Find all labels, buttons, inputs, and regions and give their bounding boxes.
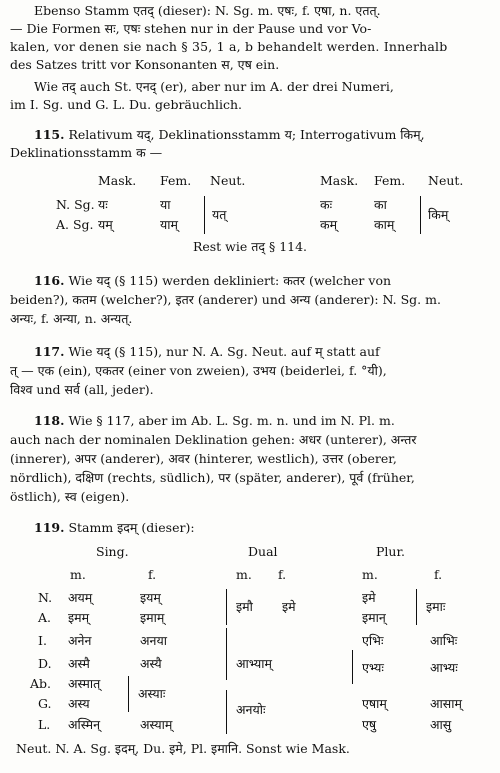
case-label-ab: Ab.: [30, 676, 52, 691]
section-116-line-3: अन्यः, f. अन्या, n. अन्यत्.: [10, 311, 133, 326]
pl-f-dab: आभ्यः: [430, 660, 458, 675]
sg-f-l: अस्याम्: [140, 717, 173, 732]
section-119-title: 119. Stamm इदम् (dieser):: [34, 520, 195, 535]
neut-form-2: किम्: [428, 207, 449, 222]
sg-m-g: अस्य: [68, 696, 90, 711]
pl-m-dab: एभ्यः: [362, 660, 384, 675]
du-m-na: इमौ: [236, 599, 253, 614]
row-nsg-fem-2: का: [374, 197, 387, 212]
case-label-n: N.: [38, 590, 53, 605]
section-115-rest: Rest wie तद् § 114.: [192, 239, 308, 254]
pl-m-l: एषु: [362, 717, 377, 732]
section-118-line-2: auch nach der nominalen Deklination gehen: अधर (unterer), अन्तर: [10, 432, 417, 447]
intro-line-5: Wie तद् auch St. एनद् (er), aber nur im A. der drei Numeri,: [34, 79, 394, 94]
du-f-na: इमे: [282, 599, 296, 614]
section-116-line-2: beiden?), कतम (welcher?), इतर (anderer) und अन्य (anderer): N. Sg. m.: [10, 292, 441, 307]
sg-m-d: अस्मै: [68, 656, 90, 671]
case-label-l: L.: [38, 717, 51, 732]
section-number: 116.: [34, 273, 65, 288]
intro-line-1: Ebenso Stamm एतद् (dieser): N. Sg. m. एषः, f. एषा, n. एतत्.: [34, 3, 381, 18]
section-number: 119.: [34, 520, 65, 535]
header-f: f.: [278, 567, 287, 582]
row-asg-label: A. Sg.: [56, 217, 94, 232]
pl-m-i: एभिः: [362, 633, 384, 648]
header-fem-2: Fem.: [374, 173, 406, 188]
pl-f-na: इमाः: [426, 599, 446, 614]
section-number: 118.: [34, 413, 65, 428]
sg-m-ab: अस्मात्: [68, 676, 101, 691]
section-number: 115.: [34, 127, 65, 142]
section-118-line-4: nördlich), दक्षिण (rechts, südlich), पर (später, anderer), पूर्व (früher,: [10, 470, 415, 485]
sg-m-i: अनेन: [68, 633, 92, 648]
section-115-line-2: Deklinationsstamm क —: [10, 145, 163, 160]
brace: [416, 589, 417, 625]
section-119-footnote: Neut. N. A. Sg. इदम्, Du. इमे, Pl. इमानि. Sonst wie Mask.: [16, 741, 350, 756]
row-nsg-mask-2: कः: [320, 197, 333, 212]
header-sing: Sing.: [96, 544, 129, 559]
brace: [226, 628, 227, 680]
row-asg-fem-2: काम्: [374, 217, 395, 232]
section-118-line-5: östlich), स्व (eigen).: [10, 489, 130, 504]
brace: [226, 589, 227, 625]
row-nsg-fem: या: [160, 197, 171, 212]
pl-f-l: आसु: [430, 717, 452, 732]
header-m: m.: [70, 567, 86, 582]
intro-line-2: — Die Formen सः, एषः stehen nur in der Pause und vor Vo-: [10, 21, 372, 36]
header-f: f.: [434, 567, 443, 582]
sg-f-n: इयम्: [140, 590, 161, 605]
pl-m-g: एषाम्: [362, 696, 387, 711]
pl-m-a: इमान्: [362, 610, 386, 625]
pl-m-n: इमे: [362, 590, 376, 605]
row-asg-mask: यम्: [98, 217, 113, 232]
neut-form: यत्: [212, 207, 227, 222]
section-number: 117.: [34, 344, 65, 359]
header-fem: Fem.: [160, 173, 192, 188]
header-plur: Plur.: [376, 544, 406, 559]
intro-line-4: des Satzes tritt vor Konsonanten स, एष ein.: [10, 57, 280, 72]
brace: [204, 196, 205, 234]
row-nsg-mask: यः: [98, 197, 108, 212]
case-label-g: G.: [38, 696, 52, 711]
sg-m-n: अयम्: [68, 590, 93, 605]
du-gl: अनयोः: [236, 702, 266, 717]
row-asg-mask-2: कम्: [320, 217, 338, 232]
sg-m-a: इमम्: [68, 610, 90, 625]
brace: [420, 196, 421, 234]
sg-m-l: अस्मिन्: [68, 717, 101, 732]
section-116-line-1: 116. Wie यद् (§ 115) werden dekliniert: कतर (welcher von: [34, 273, 392, 288]
header-f: f.: [148, 567, 157, 582]
sg-f-d: अस्यै: [140, 656, 162, 671]
row-nsg-label: N. Sg.: [56, 197, 95, 212]
section-117-line-2: त् — एक (ein), एकतर (einer von zweien), उभय (beiderlei, f. °यी),: [10, 363, 387, 378]
section-118-line-1: 118. Wie § 117, aber im Ab. L. Sg. m. n. und im N. Pl. m.: [34, 413, 395, 428]
header-mask-2: Mask.: [320, 173, 359, 188]
brace: [352, 650, 353, 684]
case-label-a: A.: [38, 610, 52, 625]
case-label-d: D.: [38, 656, 52, 671]
pl-f-g: आसाम्: [430, 696, 462, 711]
page: [10, 0, 490, 773]
sg-f-a: इमाम्: [140, 610, 165, 625]
intro-line-6: im I. Sg. und G. L. Du. gebräuchlich.: [10, 97, 243, 112]
case-label-i: I.: [38, 633, 47, 648]
row-asg-fem: याम्: [160, 217, 178, 232]
section-115-line-1: 115. Relativum यद्, Deklinationsstamm य; Interrogativum किम्,: [34, 127, 425, 142]
header-m: m.: [362, 567, 378, 582]
header-neut: Neut.: [210, 173, 246, 188]
sg-f-gab: अस्याः: [138, 686, 166, 701]
header-neut-2: Neut.: [428, 173, 464, 188]
header-mask: Mask.: [98, 173, 137, 188]
section-117-line-3: विश्व und सर्व (all, jeder).: [10, 382, 154, 397]
du-ida: आभ्याम्: [236, 656, 272, 671]
section-117-line-1: 117. Wie यद् (§ 115), nur N. A. Sg. Neut. auf म् statt auf: [34, 344, 380, 359]
header-m: m.: [236, 567, 252, 582]
pl-f-i: आभिः: [430, 633, 458, 648]
intro-line-3: kalen, vor denen sie nach § 35, 1 a, b behandelt werden. Innerhalb: [10, 39, 448, 54]
sg-f-i: अनया: [140, 633, 167, 648]
brace: [128, 676, 129, 712]
header-dual: Dual: [248, 544, 278, 559]
brace: [226, 690, 227, 734]
section-118-line-3: (innerer), अपर (anderer), अवर (hinterer, westlich), उत्तर (oberer,: [10, 451, 397, 466]
